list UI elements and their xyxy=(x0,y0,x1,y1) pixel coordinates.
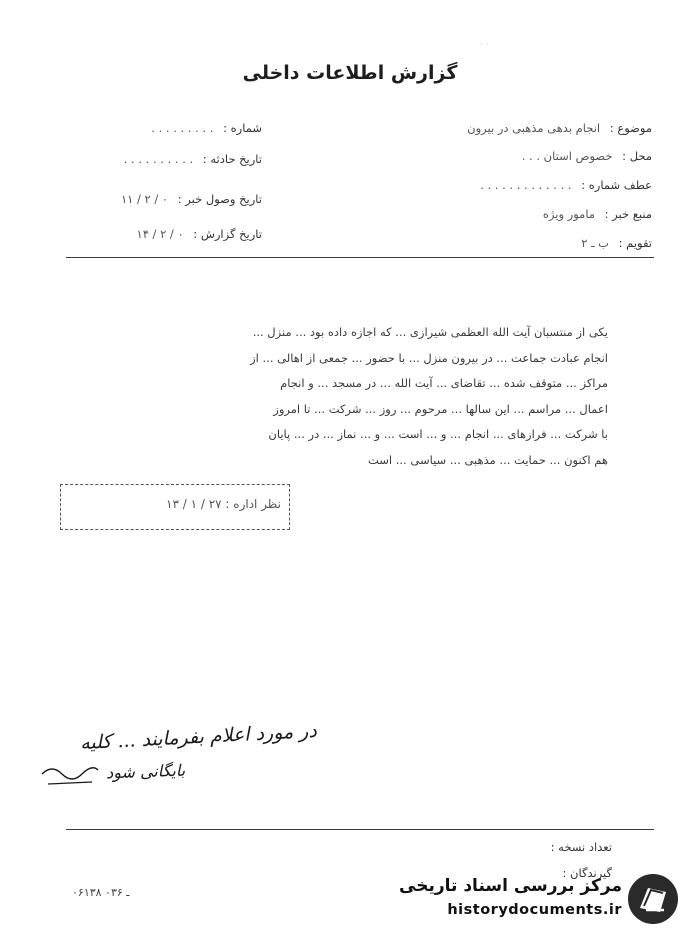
field-incident-date: تاریخ حادثه : . . . . . . . . . . xyxy=(123,152,262,166)
handwritten-note-line-1: در مورد اعلام بفرمایند ... کلیه xyxy=(79,719,318,755)
report-body xyxy=(88,320,608,474)
archive-name: مرکز بررسی اسناد تاریخی xyxy=(399,876,622,896)
body-line: انجام عبادت جماعت ... در بیرون منزل ... با حضور ... جمعی از اهالی ... از xyxy=(250,350,608,365)
field-location: محل : خصوص استان . . . xyxy=(521,149,652,163)
footer-divider xyxy=(66,829,654,830)
handwriting-squiggle xyxy=(40,760,100,790)
top-mark: · · xyxy=(480,40,489,50)
body-line: مراکز ... متوقف شده ... تقاضای ... آیت الله ... در مسجد ... و انجام xyxy=(280,376,608,391)
field-report-date: تاریخ گزارش : ۰ / ۲ / ۱۴ xyxy=(136,227,262,241)
field-reference-number: عطف شماره : . . . . . . . . . . . . . xyxy=(480,178,652,192)
report-title: گزارش اطلاعات داخلی xyxy=(242,62,458,84)
archive-logo xyxy=(399,872,680,928)
recipients: گیرندگان : xyxy=(562,866,612,880)
office-opinion-text: نظر اداره : ۲۷ / ۱ / ۱۳ xyxy=(166,497,281,511)
document-code: ۰۶۱۳۸ ـ ۰۳۶ xyxy=(72,886,130,899)
handwritten-note-line-2: بایگانی شود xyxy=(105,760,186,783)
body-line: اعمال ... مراسم ... این سالها ... مرحوم ... روز ... شرکت ... تا امروز xyxy=(273,401,608,416)
copies-count: تعداد نسخه : xyxy=(550,840,612,854)
office-opinion-box xyxy=(60,484,290,530)
body-line: یکی از منتسبان آیت الله العظمی شیرازی ... که اجازه داده بود ... منزل ... xyxy=(252,325,608,339)
body-line: با شرکت ... فرازهای ... انجام ... و ... است ... و ... نماز ... در ... پایان xyxy=(268,427,608,442)
field-receipt-date: تاریخ وصول خبر : ۰ / ۲ / ۱۱ xyxy=(120,192,262,206)
body-line: هم اکنون ... حمایت ... مذهبی ... سیاسی ... است xyxy=(367,452,608,467)
field-number: شماره : . . . . . . . . . xyxy=(151,121,262,135)
archive-logo-icon xyxy=(626,872,680,926)
archive-url: historydocuments.ir xyxy=(447,902,622,918)
field-source: منبع خبر : مامور ویژه xyxy=(542,207,652,221)
field-evaluation: تقویم : ب ـ ۲ xyxy=(581,236,652,250)
header-divider xyxy=(66,257,654,258)
field-subject: موضوع : انجام بدهی مذهبی در بیرون xyxy=(467,121,652,135)
